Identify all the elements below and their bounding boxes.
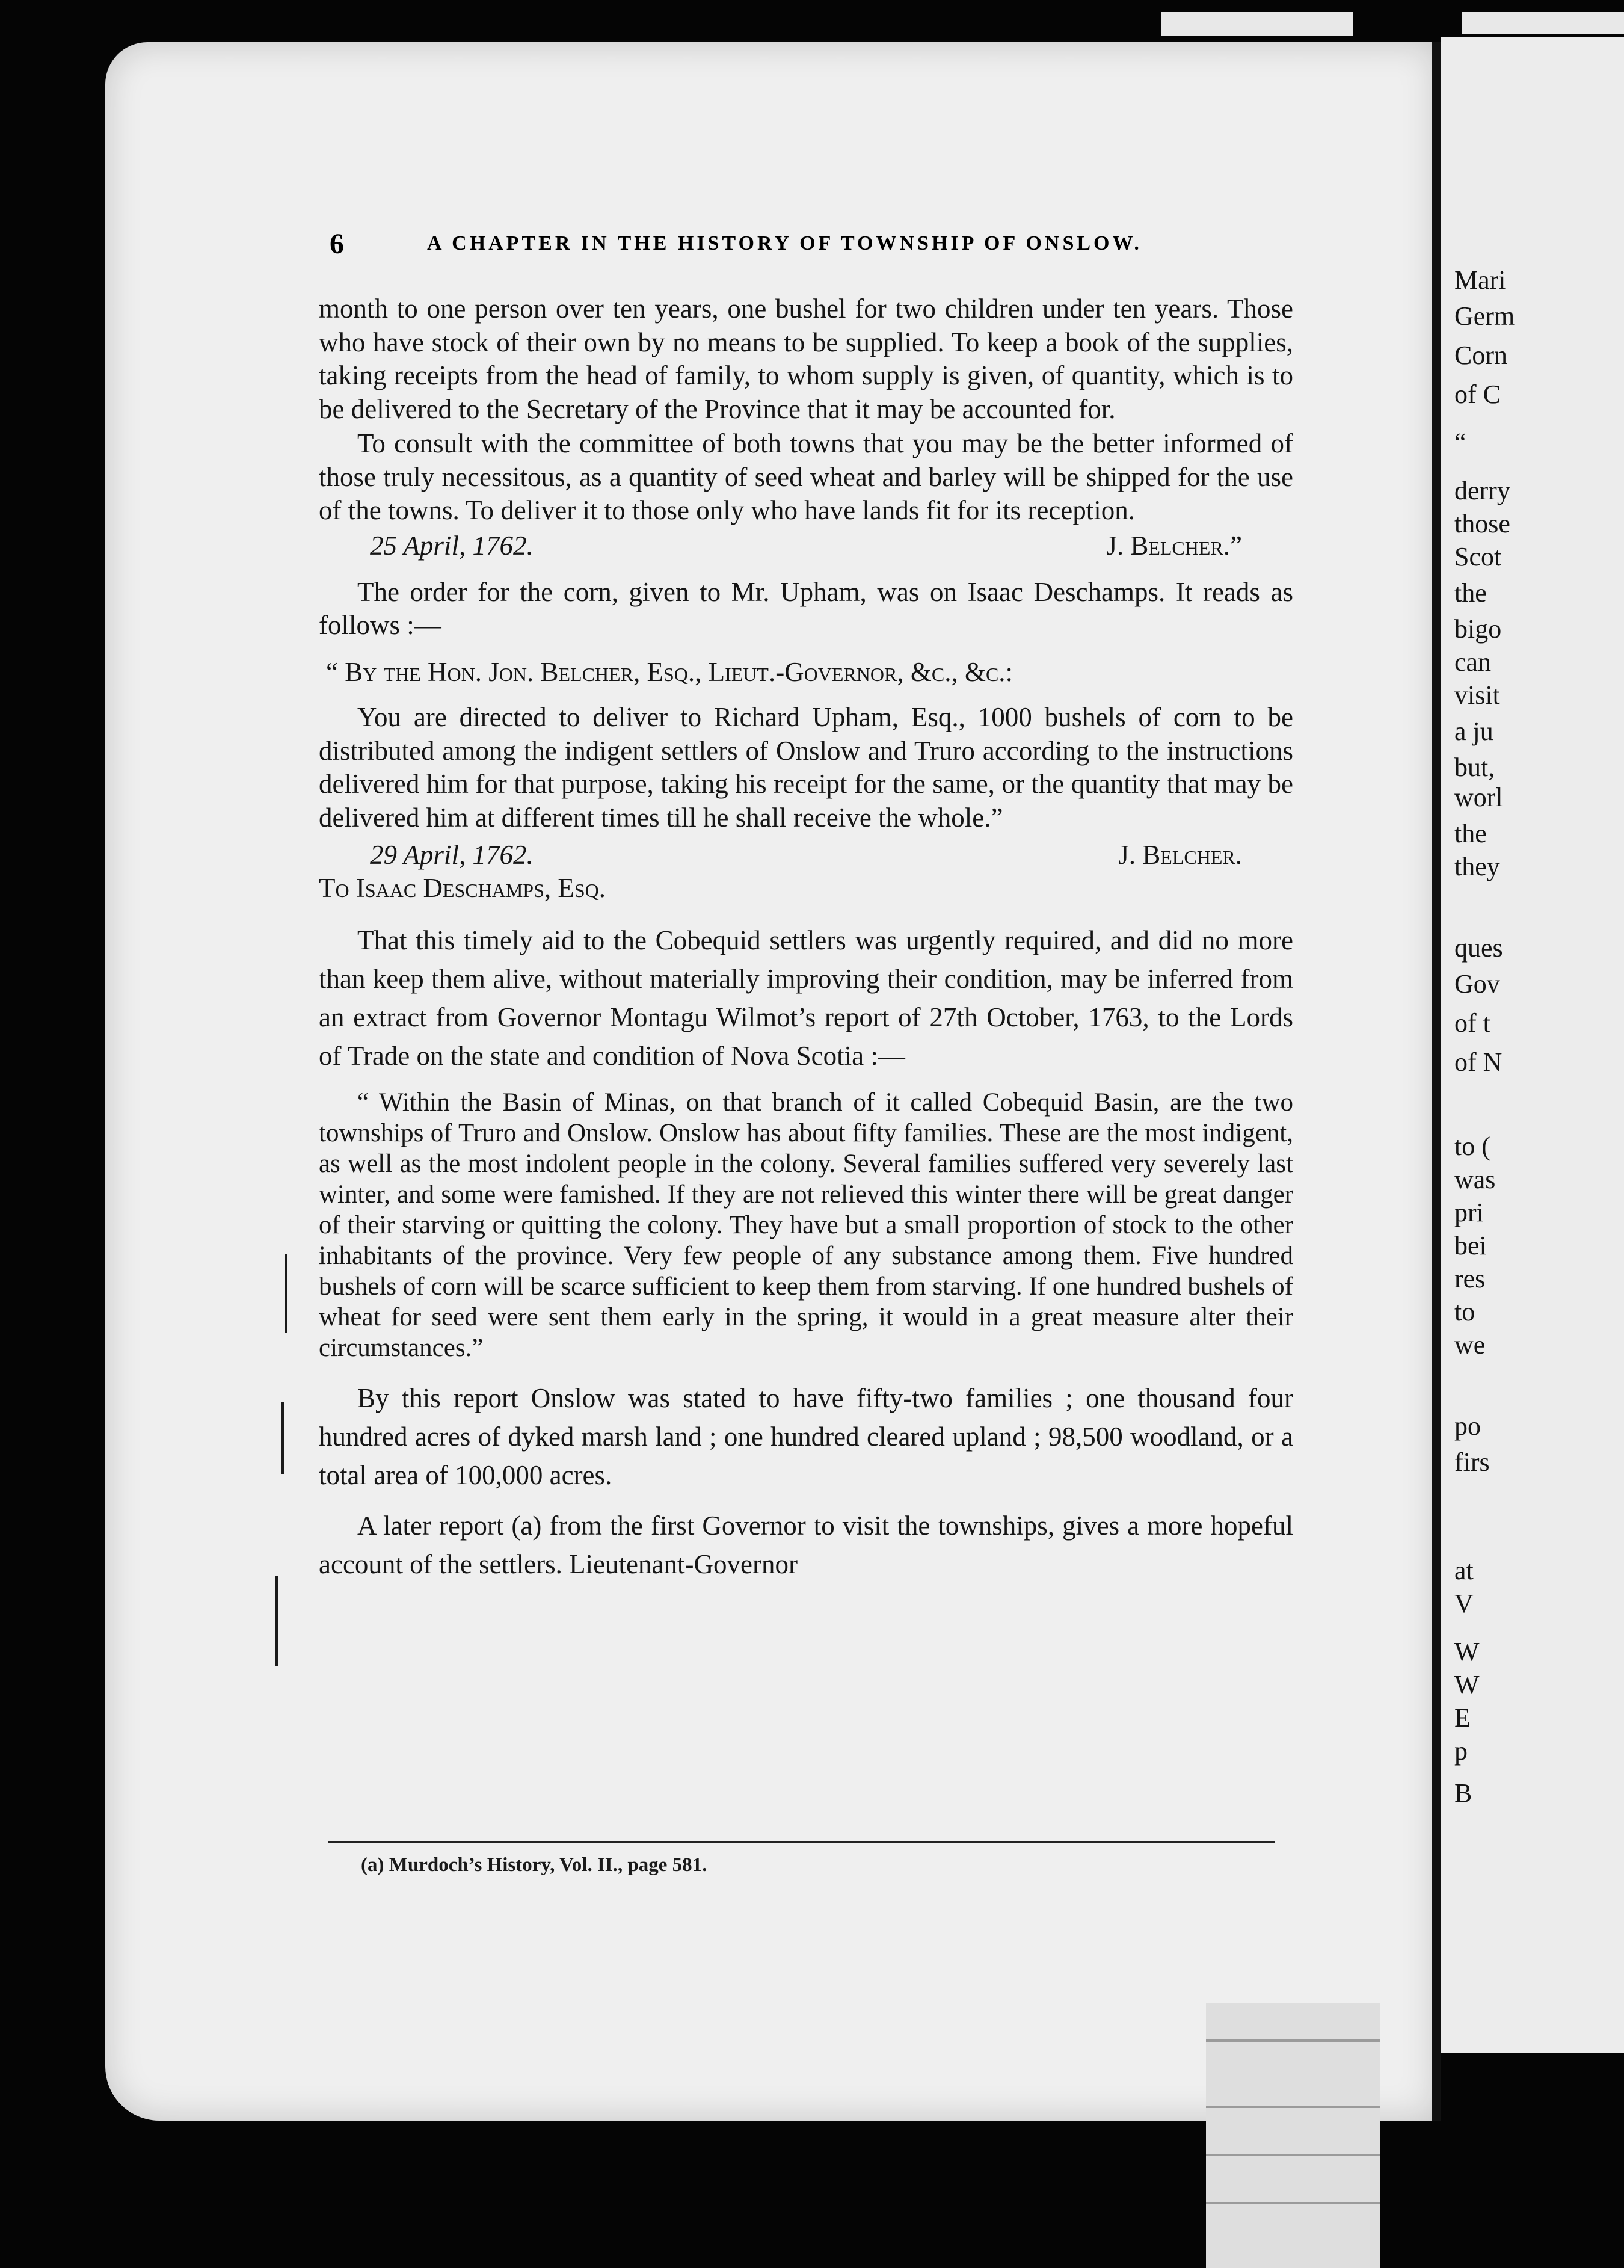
margin-mark bbox=[281, 1402, 284, 1474]
facing-page-fragment: res bbox=[1454, 1264, 1486, 1293]
margin-mark bbox=[285, 1254, 287, 1333]
page-header bbox=[330, 227, 1292, 263]
quoted-paragraph: “ Within the Basin of Minas, on that branch of it called Cobequid Basin, are the two townships of Truro and Onslow. Onslow has about fifty families. These are the most indigent, as well as the most indolent people in the colony. Several families suffered very severely last winter, and some were famished. If they are not relieved this winter there will be great danger of their starving or quitting the colony. They have but a small proportion of stock to the other inhabitants of the province. Very few people of any substance among them. Five hundred bushels of corn will be scarce sufficient to keep them from starving. If one hundred bushels of wheat for seed were sent them early in the spring, it would in a great measure alter their circumstances.” bbox=[319, 1088, 1293, 1362]
signature-name: J. Belcher. bbox=[1118, 840, 1242, 870]
facing-page-fragment: Corn bbox=[1454, 341, 1507, 370]
paragraph: To consult with the committee of both towns that you may be the better informed of those truly necessitous, as a quantity of seed wheat and barley will be shipped for the use of the towns. To deliver it to those only who have lands fit for its reception. bbox=[319, 428, 1293, 525]
facing-page-fragment: derry bbox=[1454, 476, 1510, 505]
facing-page-fragment: Gov bbox=[1454, 969, 1500, 999]
facing-page-fragment: bei bbox=[1454, 1231, 1487, 1260]
facing-page-fragment: a ju bbox=[1454, 716, 1493, 746]
quotation bbox=[319, 1087, 1293, 1363]
signature-name: J. Belcher.” bbox=[1106, 530, 1242, 561]
facing-page-fragment: V bbox=[1454, 1589, 1474, 1618]
border-scrap bbox=[1462, 12, 1624, 34]
addressee: To Isaac Deschamps, Esq. bbox=[319, 873, 606, 903]
paragraph: You are directed to deliver to Richard Upham, Esq., 1000 bushels of corn to be distributed among the indigent settlers of Onslow and Truro according to the instructions delivered him for that purpose, taking his receipt for the same, or the quantity that may be delivered him at different times till he shall receive the whole.” bbox=[319, 702, 1293, 833]
facing-page-fragment: Mari bbox=[1454, 265, 1506, 295]
facing-page-fragment: Germ bbox=[1454, 301, 1515, 331]
page-gutter bbox=[1432, 42, 1441, 2121]
facing-page-fragment: p bbox=[1454, 1736, 1468, 1766]
paragraph: month to one person over ten years, one bushel for two children under ten years. Those who have stock of their own by no means to be supplied. To keep a book of the supplies, taking receipts from the head of family, to whom supply is given, of quantity, which is to be delivered to the Secretary of the Province that it may be accounted for. bbox=[319, 294, 1293, 424]
facing-page-fragment: pri bbox=[1454, 1198, 1484, 1227]
facing-page-fragment: firs bbox=[1454, 1447, 1490, 1477]
facing-page-fragment: but, bbox=[1454, 753, 1495, 782]
facing-page-fragment: the bbox=[1454, 819, 1487, 848]
body-text bbox=[319, 292, 1293, 1583]
footnote-rule bbox=[328, 1841, 1275, 1843]
facing-page-fragment: to ( bbox=[1454, 1132, 1490, 1161]
paragraph: By this report Onslow was stated to have fifty-two families ; one thousand four hundred acres of dyked marsh land ; one hundred cleared upland ; 98,500 woodland, or a total area of 100,000 acres. bbox=[319, 1382, 1293, 1490]
facing-page-fragment: at bbox=[1454, 1556, 1474, 1585]
margin-mark bbox=[275, 1576, 278, 1666]
facing-page-fragment: E bbox=[1454, 1703, 1471, 1733]
facing-page bbox=[1441, 37, 1624, 2053]
paragraph: A later report (a) from the first Governor to visit the townships, gives a more hopeful account of the settlers. Lieutenant-Governor bbox=[319, 1510, 1293, 1579]
proclamation-heading: “ By the Hon. Jon. Belcher, Esq., Lieut.-Governor, &c., &c.: bbox=[326, 656, 1013, 687]
paragraph: The order for the corn, given to Mr. Upham, was on Isaac Deschamps. It reads as follows :— bbox=[319, 576, 1293, 640]
paragraph: That this timely aid to the Cobequid settlers was urgently required, and did no more than keep them alive, without materially improving their condition, may be inferred from an extract from Governor Montagu Wilmot’s report of 27th October, 1763, to the Lords of Trade on the state and condition of Nova Scotia :— bbox=[319, 925, 1293, 1071]
facing-page-fragment: ques bbox=[1454, 933, 1503, 963]
footnote: (a) Murdoch’s History, Vol. II., page 581. bbox=[361, 1854, 707, 1876]
facing-page-fragment: W bbox=[1454, 1670, 1480, 1699]
facing-page-fragment: was bbox=[1454, 1165, 1496, 1194]
facing-page-fragment: of N bbox=[1454, 1047, 1503, 1077]
facing-page-fragment: worl bbox=[1454, 783, 1503, 812]
running-title: A CHAPTER IN THE HISTORY OF TOWNSHIP OF ONSLOW. bbox=[427, 232, 1142, 254]
facing-page-fragment: “ bbox=[1454, 428, 1466, 457]
border-scrap bbox=[1161, 12, 1353, 36]
facing-page-fragment: those bbox=[1454, 509, 1510, 538]
signature-line bbox=[319, 529, 1293, 562]
facing-page-fragment: po bbox=[1454, 1411, 1481, 1441]
facing-page-fragment: of t bbox=[1454, 1008, 1490, 1038]
facing-page-fragment: visit bbox=[1454, 680, 1500, 710]
facing-page-fragment: B bbox=[1454, 1778, 1472, 1808]
facing-page-fragment: we bbox=[1454, 1330, 1486, 1360]
signature-line bbox=[319, 838, 1293, 872]
signature-date: 25 April, 1762. bbox=[370, 530, 534, 561]
facing-page-fragment: the bbox=[1454, 578, 1487, 608]
signature-date: 29 April, 1762. bbox=[370, 840, 534, 870]
facing-page-fragment: Scot bbox=[1454, 542, 1502, 572]
facing-page-fragment: to bbox=[1454, 1297, 1475, 1327]
facing-page-fragment: W bbox=[1454, 1637, 1480, 1666]
facing-page-fragment: can bbox=[1454, 647, 1492, 677]
facing-page-fragment: bigo bbox=[1454, 614, 1502, 644]
facing-page-fragment: they bbox=[1454, 852, 1500, 881]
paper-scrap bbox=[1206, 2003, 1380, 2268]
facing-page-fragment: of C bbox=[1454, 380, 1501, 409]
page-number: 6 bbox=[330, 228, 344, 260]
